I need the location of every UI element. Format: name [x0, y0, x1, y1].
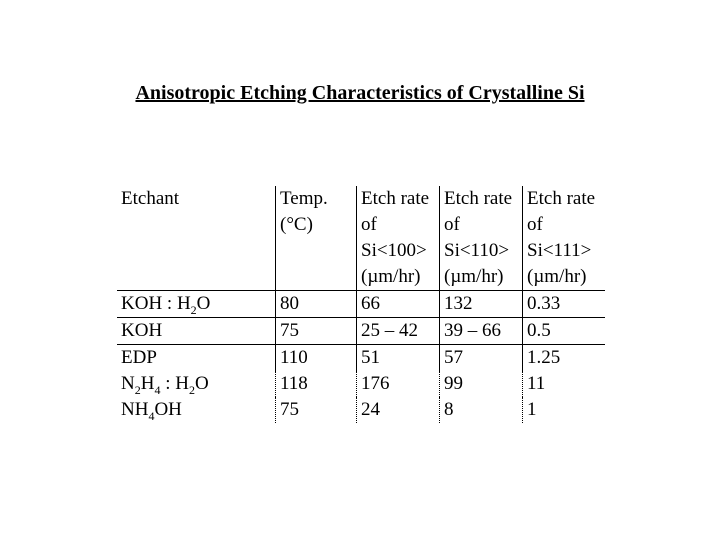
cell-etchant: $N_2H_4$ : $H_2O$ [121, 373, 209, 397]
cell-temp: 80 [276, 291, 357, 318]
cell-temp: 110 [276, 345, 357, 372]
cell-rate-111: 11 [523, 371, 606, 397]
cell-rate-100: 25 – 42 [357, 318, 440, 345]
cell-rate-110: 39 – 66 [440, 318, 523, 345]
cell-etchant: KOH [117, 318, 276, 345]
header-rate-100: Etch rate of Si<100> (µm/hr) [357, 186, 440, 291]
cell-etchant: $NH_4OH$ [121, 399, 182, 423]
cell-rate-100: 66 [357, 291, 440, 318]
table-row [117, 345, 605, 372]
cell-rate-111: 1 [523, 397, 606, 423]
table-header-row [117, 186, 605, 291]
table-row [117, 371, 605, 397]
table-row [117, 397, 605, 423]
slide-title: Anisotropic Etching Characteristics of Crystalline Si [135, 82, 585, 104]
cell-rate-110: 8 [440, 397, 523, 423]
etching-characteristics-table [117, 186, 605, 423]
header-etchant: Etchant [117, 186, 276, 291]
cell-rate-110: 99 [440, 371, 523, 397]
cell-rate-100: 24 [357, 397, 440, 423]
cell-rate-110: 57 [440, 345, 523, 372]
cell-etchant: EDP [121, 347, 157, 368]
table-row [117, 318, 605, 345]
cell-temp: 118 [276, 371, 357, 397]
cell-rate-100: 51 [357, 345, 440, 372]
cell-temp: 75 [276, 397, 357, 423]
cell-rate-111: 0.5 [523, 318, 606, 345]
cell-rate-110: 132 [440, 291, 523, 318]
cell-temp: 75 [276, 318, 357, 345]
header-rate-111: Etch rate of Si<111> (µm/hr) [523, 186, 606, 291]
table-row [117, 291, 605, 318]
cell-rate-111: 1.25 [523, 345, 606, 372]
header-rate-110: Etch rate of Si<110> (µm/hr) [440, 186, 523, 291]
etching-table-container [117, 186, 605, 423]
cell-rate-100: 176 [357, 371, 440, 397]
cell-rate-111: 0.33 [523, 291, 606, 318]
header-temp: Temp. (°C) [276, 186, 357, 291]
cell-etchant: KOH : $H_2O$ [117, 291, 276, 318]
